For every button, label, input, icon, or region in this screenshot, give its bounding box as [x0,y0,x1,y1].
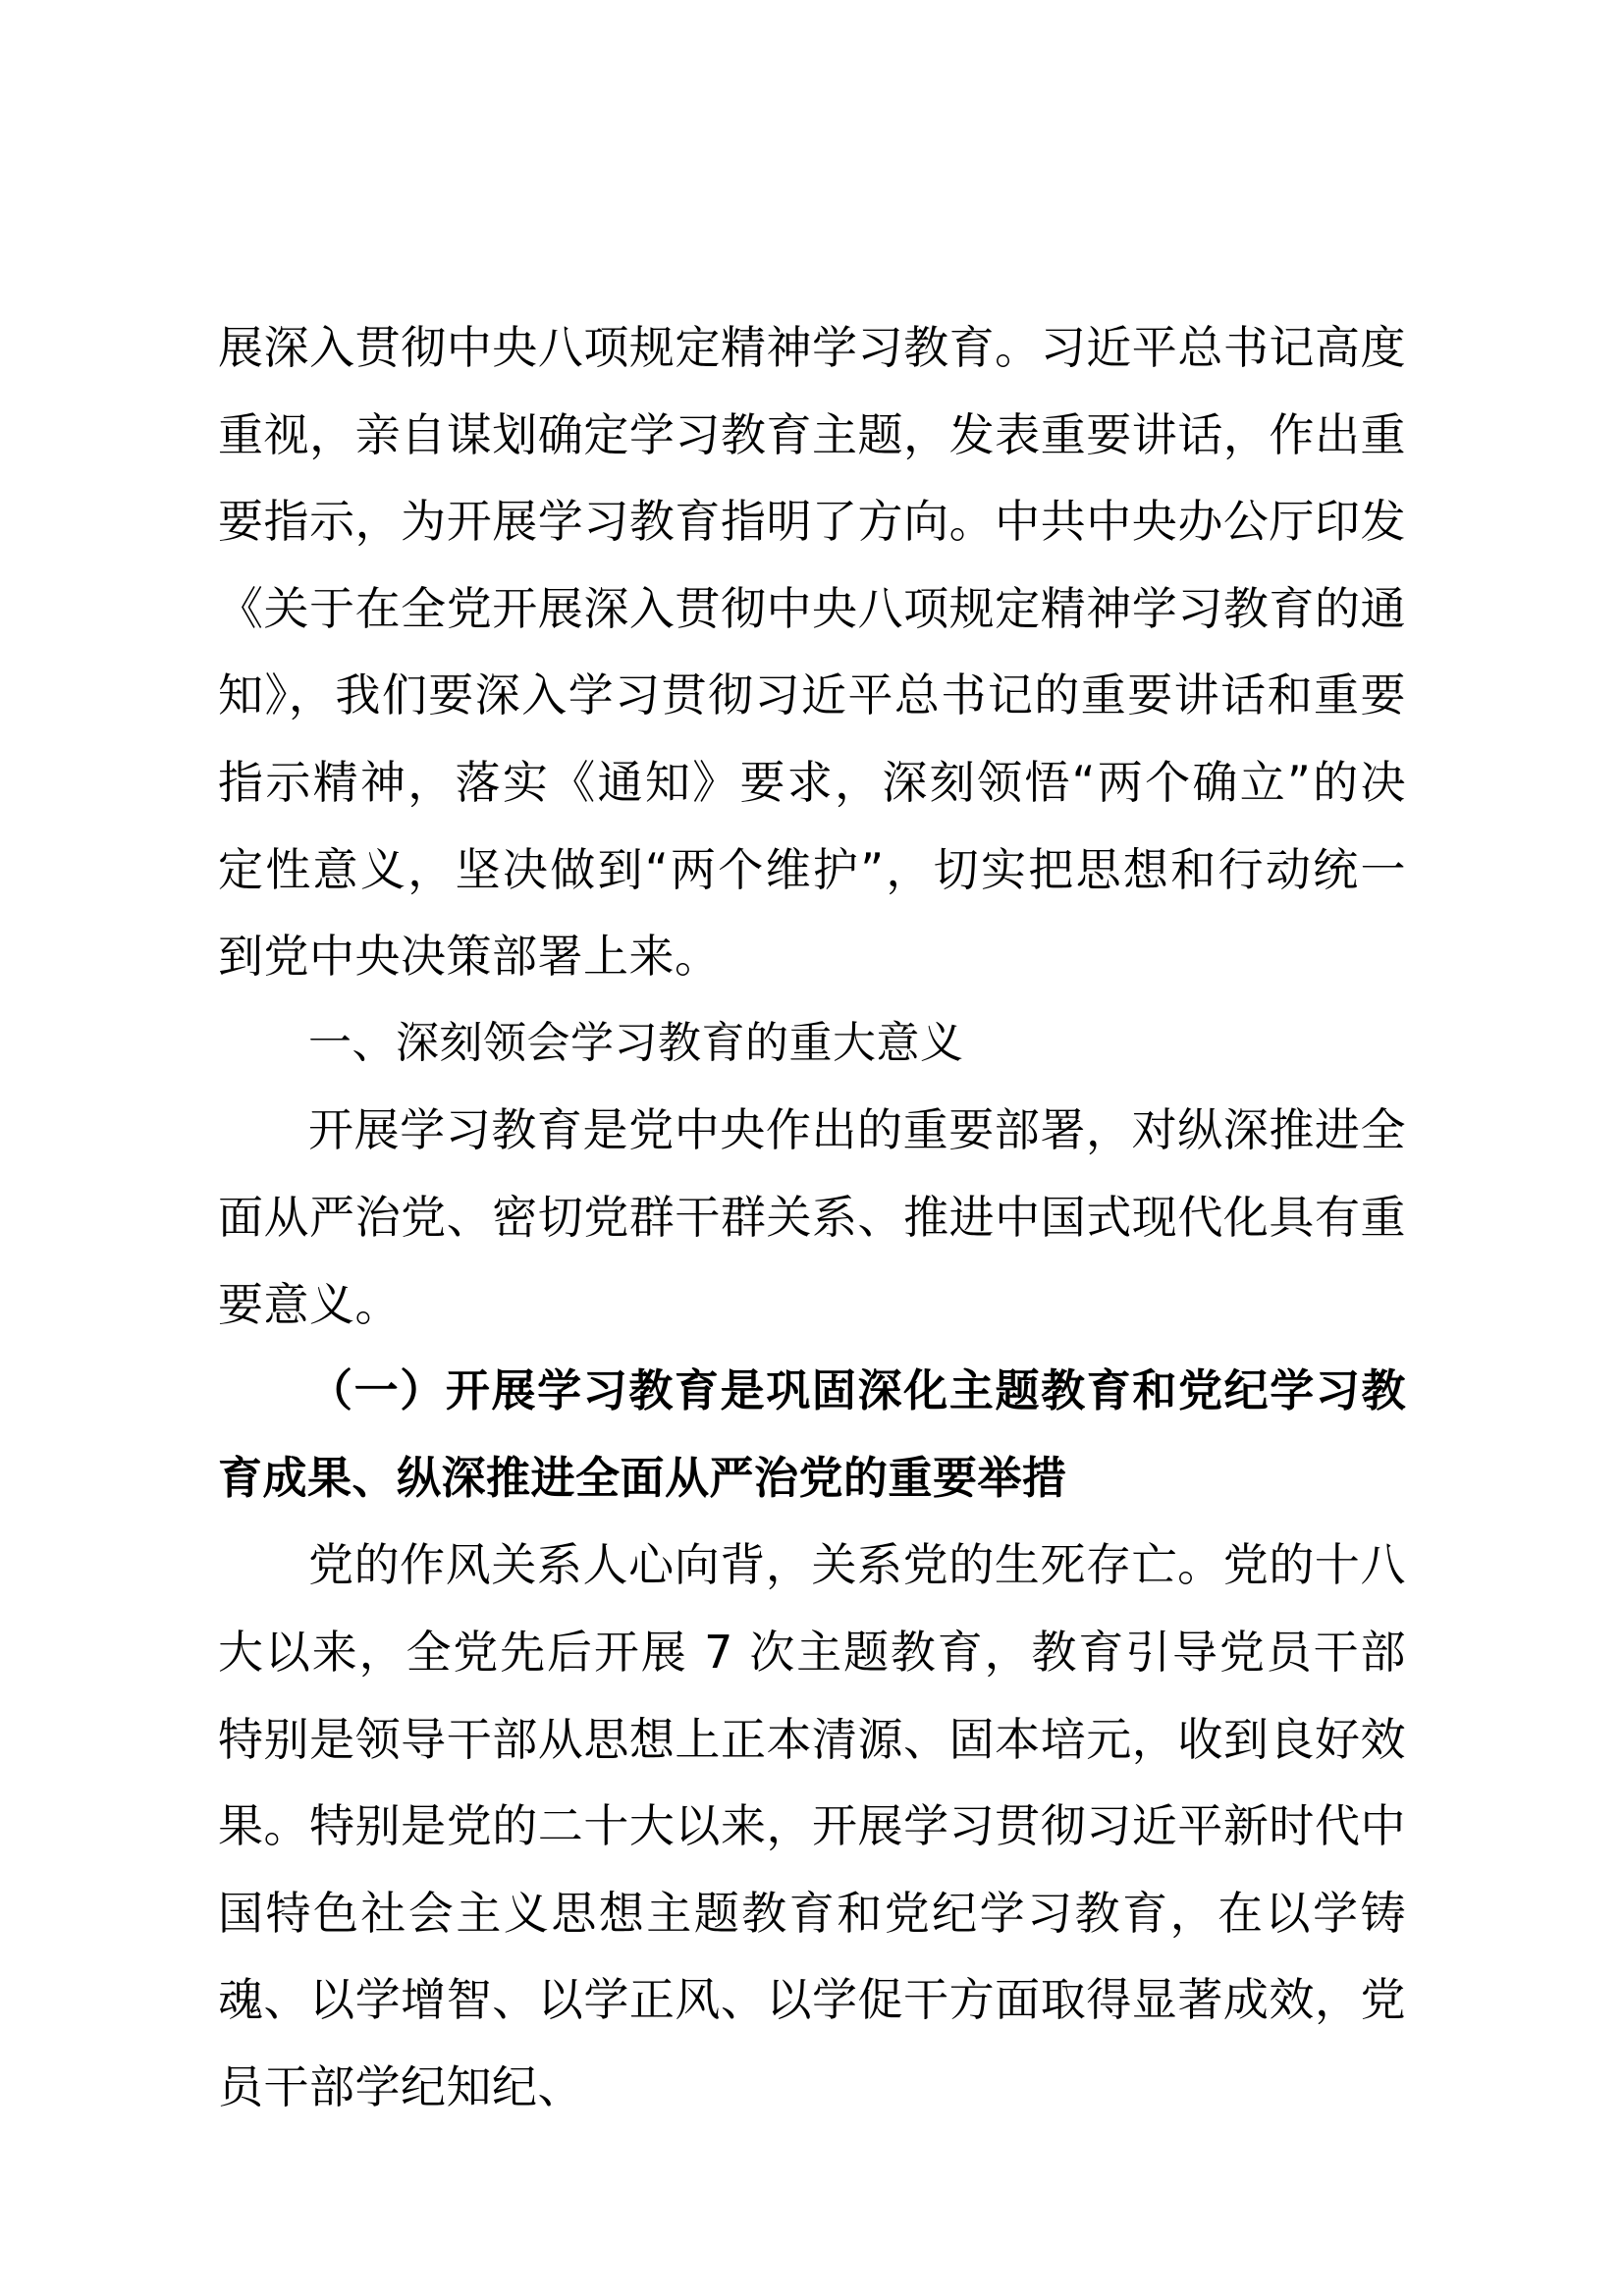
document-body [218,304,1406,2130]
section-heading-1: 一、深刻领会学习教育的重大意义 [308,1017,964,1068]
subsection-heading-1: （一）开展学习教育是巩固深化主题教育和党纪学习教育成果、纵深推进全面从严治党的重要举措 [218,1364,1406,1504]
paragraph-significance: 开展学习教育是党中央作出的重要部署，对纵深推进全面从严治党、密切党群干群关系、推进中国式现代化具有重要意义。 [218,1103,1406,1331]
paragraph-party-style: 党的作风关系人心向背，关系党的生死存亡。党的十八大以来，全党先后开展 7 次主题教育，教育引导党员干部特别是领导干部从思想上正本清源、固本培元，收到良好效果。特别是党的二十大以来，开展学习贯彻习近平新时代中国特色社会主义思想主题教育和党纪学习教育，在以学铸魂、以学增智、以学正风、以学促干方面取得显著成效，党员干部学纪知纪、 [218,1538,1406,2113]
paragraph-intro-continuation: 展深入贯彻中央八项规定精神学习教育。习近平总书记高度重视，亲自谋划确定学习教育主题，发表重要讲话，作出重要指示，为开展学习教育指明了方向。中共中央办公厅印发《关于在全党开展深入贯彻中央八项规定精神学习教育的通知》，我们要深入学习贯彻习近平总书记的重要讲话和重要指示精神，落实《通知》要求，深刻领悟“两个确立”的决定性意义，坚决做到“两个维护”，切实把思想和行动统一到党中央决策部署上来。 [218,321,1406,984]
